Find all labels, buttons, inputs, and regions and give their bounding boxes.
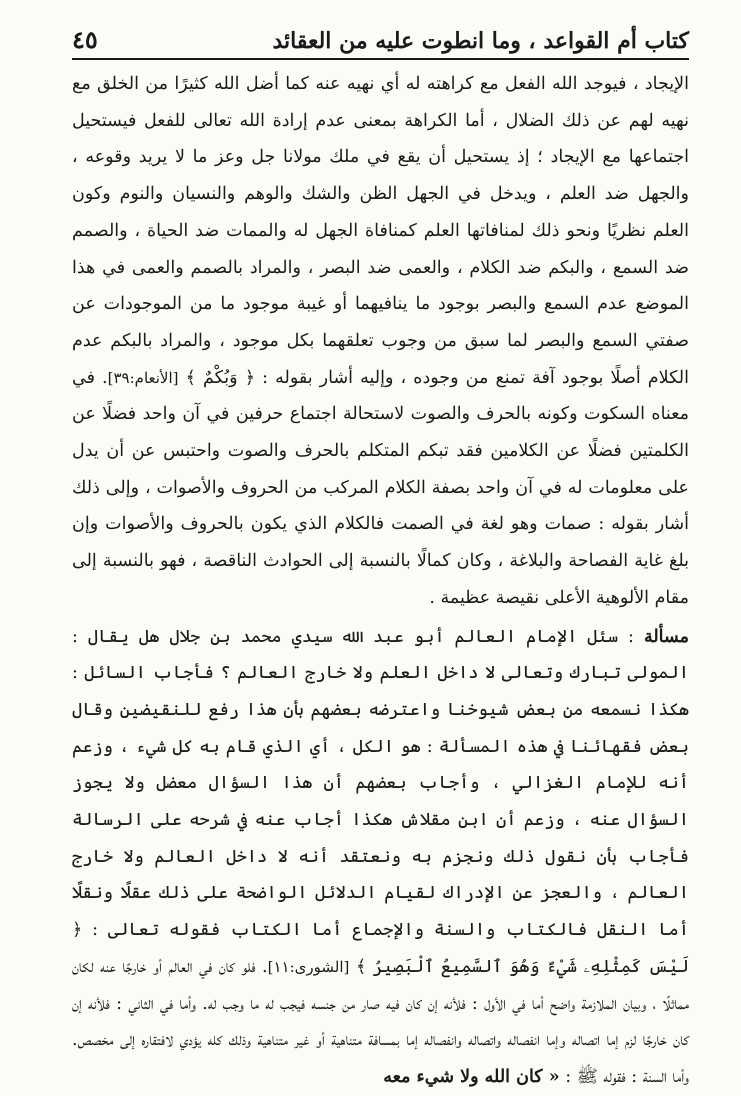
- verse-reference: [الأنعام:٣٩]: [107, 368, 179, 387]
- page-header: [72, 18, 689, 60]
- paragraph-2-continuation: . فلو كان في العالم أو خارجًا عنه لكان مماثلًا ، وبيان الملازمة واضح أما في الأول : فلأنه إن كان فيه صار من جنسه فيجب له ما وجب له. وأما في الثاني : فلأنه إن كان خارجًا لزم إما اتصاله وإما انفصاله واتصاله وانفصاله إما بمسافة متناهية أو غير متناهية وذلك كله يؤدي لافتقاره إلى مخصص. وأما السنة : فقوله ﷺ :: [72, 956, 689, 1087]
- quran-verse: ﴿ وَبُكْمٌ ﴾: [185, 367, 255, 388]
- verse-reference: [الشورى:١١]: [267, 957, 350, 976]
- quran-verse: ﴿ لَيْسَ كَمِثْلِهِۦ شَيْءٌ وَهُوَ ٱلسَّمِيعُ ٱلْبَصِيرُ ﴾: [72, 920, 689, 977]
- hadith-quote: « كان الله ولا شيء معه: [383, 1066, 560, 1087]
- section-lead-word: مسألة: [643, 626, 689, 647]
- paragraph-2-text: : سئل الإمام العالم أبو عبد الله سيدي محمد بن جلال هل يقال : المولى تبارك وتعالى لا داخل العلم ولا خارج العالم ؟ فأجاب السائل : هكذا نسمعه من بعض شيوخنا واعترضه بعضهم بأن هذا رفع للنقيضين وقال بعض فقهائنا في هذه المسألة : هو الكل ، أي الذي قام به كل شيء ، وزعم أنه للإمام الغزالي ، وأجاب بعضهم أن هذا السؤال معضل ولا يجوز السؤال عنه ، وزعم أن ابن مقلاش هكذا أجاب عنه في شرحه على الرسالة فأجاب بأن نقول ذلك ونجزم به ونعتقد أنه لا داخل العالم ولا خارج العالم ، والعجز عن الإدراك لقيام الدلائل الواضحة على ذلك عقلًا ونقلًا أما النقل فالكتاب والسنة والإجماع أما الكتاب فقوله تعالى :: [72, 626, 689, 941]
- body-paragraph-2: [72, 619, 689, 1096]
- paragraph-1-continuation: . في معناه السكوت وكونه بالحرف والصوت لاستحالة اجتماع حرفين في آن واحد فضلًا عن الكلمتين فضلًا عن الكلامين فقد تبكم المتكلم بالحرف والصوت واحتبس عن أن يدل على معلومات له في آن واحد بصفة الكلام المركب من الحروف والأصوات ، وإلى ذلك أشار بقوله : صمات وهو لغة في الصمت فالكلام الذي يكون بالحروف والأصوات وإن بلغ غاية الفصاحة والبلاغة ، وكان كمالًا بالنسبة إلى الحوادث الناقصة ، فهو بالنسبة إلى مقام الألوهية الأعلى نقيصة عظيمة .: [72, 367, 689, 608]
- body-paragraph-1: [72, 66, 689, 617]
- page-number: ٤٥: [72, 25, 98, 54]
- paragraph-1-text: الإيجاد ، فيوجد الله الفعل مع كراهته له أي نهيه عنه كما أضل الله كثيرًا من الخلق مع نهيه لهم عن ذلك الضلال ، أما الكراهة بمعنى عدم إرادة الله تعالى للفعل فيستحيل اجتماعها مع الإيجاد ؛ إذ يستحيل أن يقع في ملك مولانا جل وعز ما لا يريد وقوعه ، والجهل ضد العلم ، ويدخل في الجهل الظن والشك والوهم والنسيان والنوم وكون العلم نظريًا ونحو ذلك لمنافاتها العلم كمنافاة الجهل له والممات ضد الحياة ، والصمم ضد السمع ، والبكم ضد الكلام ، والعمى ضد البصر ، والمراد بالصمم والعمى في هذا الموضع عدم السمع والبصر بوجود ما ينافيهما أو غيبة موجود ما من الموجودات عن صفتي السمع والبصر لما سبق من وجوب تعلقهما بكل موجود ، والمراد بالبكم عدم الكلام أصلًا بوجود آفة تمنع من وجوده ، وإليه أشار بقوله :: [72, 74, 689, 388]
- running-head-title: كتاب أم القواعد ، وما انطوت عليه من العقائد: [272, 28, 689, 54]
